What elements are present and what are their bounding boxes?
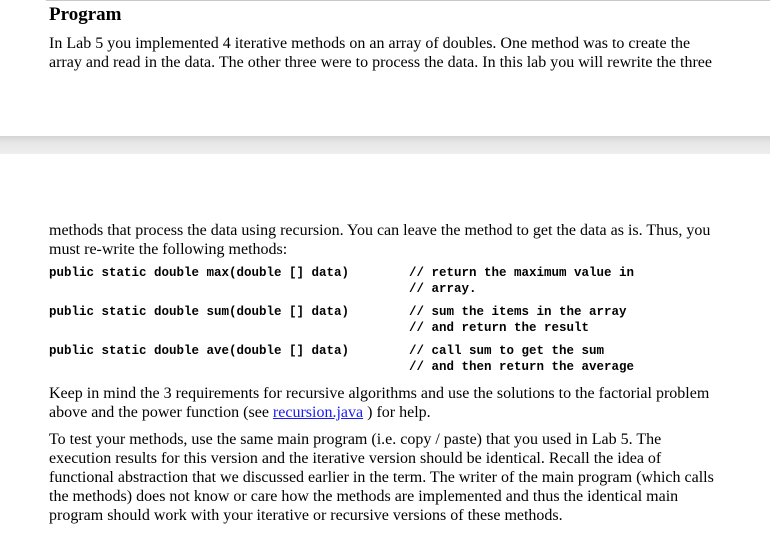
paragraph-text: above and the power function (see [49, 404, 273, 421]
paragraph-line: the methods) does not know or care how the methods are implemented and thus the identical main [49, 488, 679, 505]
method-signature-sum: public static double sum(double [] data) [49, 305, 350, 319]
paragraph-line [49, 403, 431, 422]
paragraph-line: functional abstraction that we discussed earlier in the term. The writer of the main program (which calls [49, 469, 714, 486]
method-comment: // and return the result [409, 321, 590, 335]
paragraph-line: In Lab 5 you implemented 4 iterative methods on an array of doubles. One method was to create the [49, 35, 691, 52]
method-comment: // array. [409, 282, 477, 296]
method-comment: // call sum to get the sum [409, 344, 605, 358]
section-heading: Program [49, 4, 122, 25]
paragraph-line: methods that process the data using recursion. You can leave the method to get the data as is. Thus, you [49, 222, 711, 239]
method-comment: // and then return the average [409, 360, 635, 374]
paragraph-line: must re-write the following methods: [49, 241, 288, 258]
paragraph-line: program should work with your iterative or recursive versions of these methods. [49, 507, 563, 524]
recursion-java-link[interactable]: recursion.java [272, 404, 364, 421]
method-signature-ave: public static double ave(double [] data) [49, 344, 350, 358]
paragraph-line: Keep in mind the 3 requirements for recursive algorithms and use the solutions to the factorial problem [49, 385, 710, 402]
paragraph-line: execution results for this version and the iterative version should be identical. Recall the idea of [49, 450, 662, 467]
method-comment: // return the maximum value in [409, 266, 635, 280]
top-divider [46, 0, 770, 1]
paragraph-line: To test your methods, use the same main program (i.e. copy / paste) that you used in Lab 5. The [49, 431, 662, 448]
method-signature-max: public static double max(double [] data) [49, 266, 350, 280]
paragraph-text: ) for help. [363, 404, 431, 421]
method-comment: // sum the items in the array [409, 305, 627, 319]
paragraph-line: array and read in the data. The other three were to process the data. In this lab you will rewrite the three [49, 54, 712, 71]
page-break-gap [0, 136, 770, 154]
